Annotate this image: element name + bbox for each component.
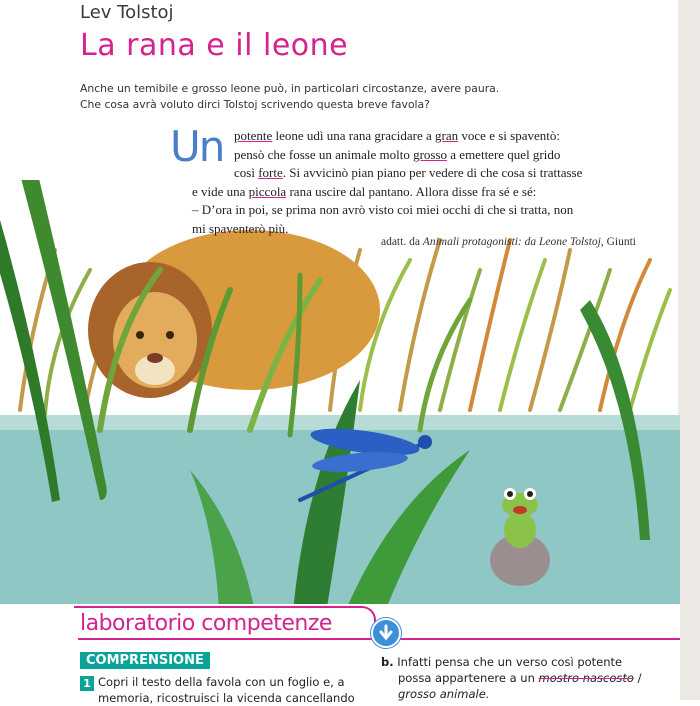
author: Lev Tolstoj: [80, 2, 174, 23]
story-line-4: e vide una piccola rana uscire dal pantano. Allora disse fra sé e sé:: [192, 183, 537, 199]
story-line-3: così forte. Si avvicinò pian piano per vedere di che cosa si trattasse: [234, 165, 583, 180]
intro-line-2: Che cosa avrà voluto dirci Tolstoj scrivendo questa breve favola?: [80, 98, 430, 111]
intro-text: [80, 81, 500, 113]
download-arrow-icon[interactable]: [371, 618, 401, 648]
story-line-2: pensò che fosse un animale molto grosso a emettere quel grido: [234, 146, 561, 162]
page-title: La rana e il leone: [80, 28, 349, 63]
question-1: Copri il testo della favola con un foglio e, a memoria, ricostruisci la vicenda cancellando: [98, 675, 355, 705]
story-line-5: – D’ora in poi, se prima non avrò visto coi miei occhi di che si tratta, non: [192, 202, 574, 217]
story-line-1: potente leone udì una rana gracidare a gran voce e si spaventò:: [234, 128, 560, 143]
section-badge: COMPRENSIONE: [80, 652, 210, 669]
lab-title: laboratorio competenze: [80, 611, 332, 636]
question-b: b. Infatti pensa che un verso così potente possa appartenere a un mostro nascosto / grosso animale.: [381, 655, 642, 701]
source-credit: adatt. da Animali protagonisti: da Leone Tolstoj, Giunti: [380, 236, 636, 248]
intro-line-1: Anche un temibile e grosso leone può, in particolari circostanze, avere paura.: [80, 82, 500, 95]
page-edge: [678, 0, 700, 700]
story-line-6: mi spaventerò più.: [192, 220, 289, 236]
drop-cap: Un: [170, 122, 224, 171]
story-text: [192, 127, 640, 238]
lion-frog-illustration: [0, 180, 680, 650]
question-number: 1: [80, 676, 94, 691]
